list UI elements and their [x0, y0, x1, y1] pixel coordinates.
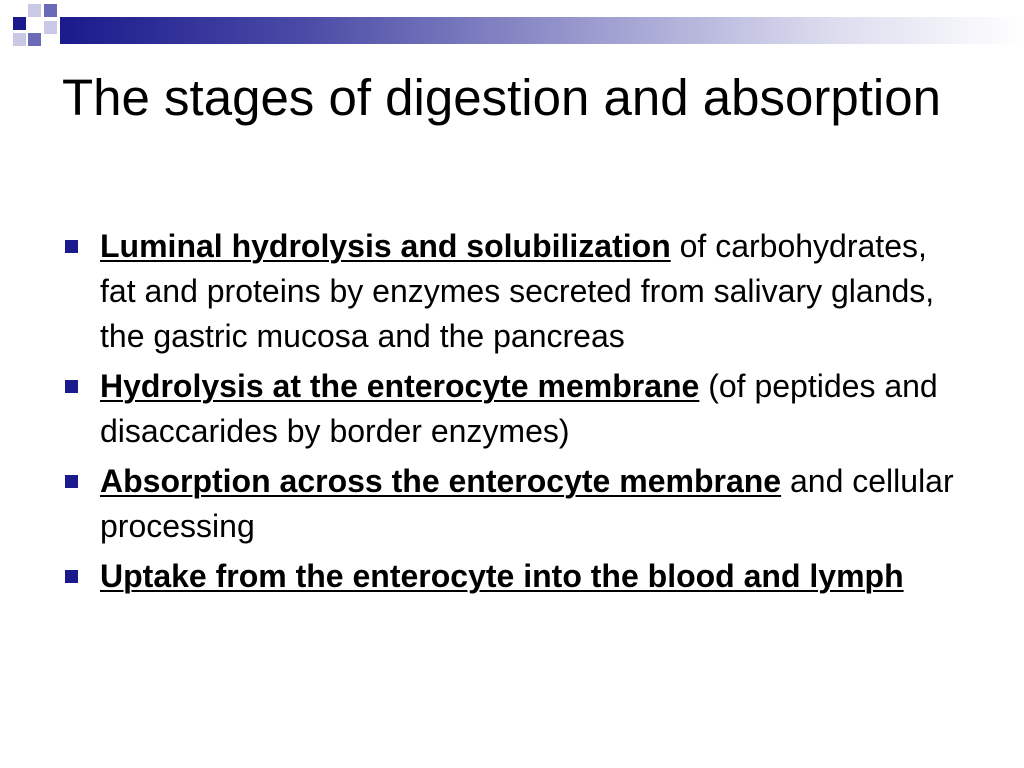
bullet-term: Absorption across the enterocyte membrane: [100, 463, 782, 499]
decor-square-1: [13, 17, 26, 30]
bullet-item: [62, 459, 962, 549]
bullet-text: (of peptides and disaccarides by border enzymes): [100, 368, 938, 449]
bullet-term: Hydrolysis at the enterocyte membrane: [100, 368, 700, 404]
bullet-item: [62, 554, 962, 599]
bullet-list: [62, 224, 962, 604]
bullet-item: [62, 364, 962, 454]
decor-square-4: [44, 21, 57, 34]
square-bullet-icon: [65, 570, 78, 583]
square-bullet-icon: [65, 380, 78, 393]
bullet-text: and cellular processing: [100, 463, 954, 544]
square-bullet-icon: [65, 240, 78, 253]
header-gradient-bar: [60, 17, 1024, 44]
square-bullet-icon: [65, 475, 78, 488]
decor-square-3: [44, 4, 57, 17]
bullet-term: Luminal hydrolysis and solubilization: [100, 228, 671, 264]
decor-square-6: [13, 33, 26, 46]
bullet-text: of carbohydrates, fat and proteins by enzymes secreted from salivary glands, the gastric mucosa and the pancreas: [100, 228, 935, 354]
slide-title: The stages of digestion and absorption: [62, 69, 941, 126]
decor-square-5: [28, 33, 41, 46]
bullet-item: [62, 224, 962, 359]
decor-square-2: [28, 4, 41, 17]
bullet-term: Uptake from the enterocyte into the blood and lymph: [100, 558, 904, 594]
